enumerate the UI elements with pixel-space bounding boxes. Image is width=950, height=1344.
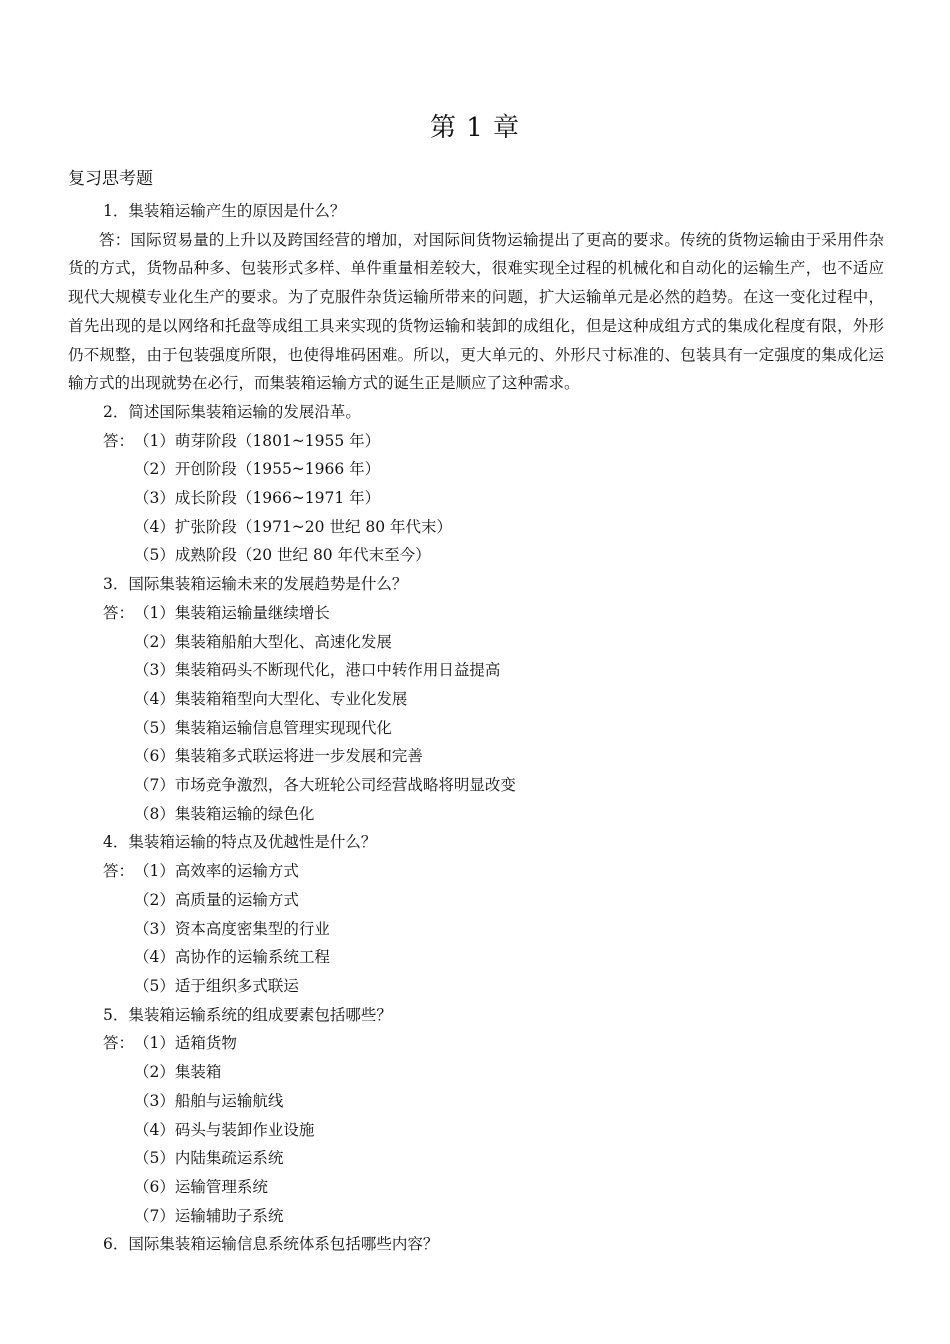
answer-5-item: （5）内陆集疏运系统 [134, 1149, 284, 1168]
answer-4-item: （2）高质量的运输方式 [134, 890, 299, 909]
answer-3-item: （6）集装箱多式联运将进一步发展和完善 [134, 747, 423, 766]
section-title: 复习思考题 [68, 169, 153, 189]
answer-5-item: （6）运输管理系统 [134, 1177, 268, 1196]
answer-prefix: 答： [103, 862, 135, 881]
answer-2-item: （2）开创阶段（1955~1966 年） [134, 460, 381, 479]
answer-5-item: （4）码头与装卸作业设施 [134, 1120, 315, 1139]
answer-prefix: 答： [103, 603, 135, 622]
answer-prefix: 答： [103, 431, 135, 450]
question-1: 1．集装箱运输产生的原因是什么？ [103, 202, 346, 220]
answer-3-item: （2）集装箱船舶大型化、高速化发展 [134, 632, 392, 651]
answer-1-paragraph: 答：国际贸易量的上升以及跨国经营的增加，对国际间货物运输提出了更高的要求。传统的货物运输由于采用件杂货的方式，货物品种多、包装形式多样、单件重量相差较大，很难实现全过程的机械化和自动化的运输生产，也不适应现代大规模专业化生产的要求。为了克服件杂货运输所带来的问题，扩大运输单元是必然的趋势。在这一变化过程中，首先出现的是以网络和托盘等成组工具来实现的货物运输和装卸的成组化，但是这种成组方式的集成化程度有限，外形仍不规整，由于包装强度所限，也使得堆码困难。所以，更大单元的、外形尺寸标准的、包装具有一定强度的集成化运输方式的出现就势在必行，而集装箱运输方式的诞生正是顺应了这种需求。 [68, 230, 884, 393]
answer-3-item: （8）集装箱运输的绿色化 [134, 804, 315, 823]
question-6: 6．国际集装箱运输信息系统体系包括哪些内容？ [103, 1235, 439, 1254]
answer-4-item: （5）适于组织多式联运 [134, 976, 299, 995]
answer-2-item: （3）成长阶段（1966~1971 年） [134, 489, 381, 508]
question-4: 4．集装箱运输的特点及优越性是什么？ [103, 833, 377, 852]
question-3: 3．国际集装箱运输未来的发展趋势是什么？ [103, 575, 408, 594]
answer-5-item: （7）运输辅助子系统 [134, 1206, 284, 1225]
document-body [68, 197, 884, 1259]
question-2: 2．简述国际集装箱运输的发展沿革。 [103, 402, 361, 421]
answer-4-item: （3）资本高度密集型的行业 [134, 919, 330, 938]
answer-4-item: 答：（1）高效率的运输方式 [68, 857, 884, 886]
answer-2-item: （5）成熟阶段（20 世纪 80 年代末至今） [134, 546, 431, 565]
answer-2-item: 答：（1）萌芽阶段（1801~1955 年） [68, 427, 884, 456]
answer-3-item: 答：（1）集装箱运输量继续增长 [68, 599, 884, 628]
chapter-title: 第 1 章 [429, 113, 521, 143]
answer-5-item: （3）船舶与运输航线 [134, 1091, 284, 1110]
answer-5-item: 答：（1）适箱货物 [68, 1029, 884, 1058]
answer-prefix: 答： [103, 1034, 135, 1053]
answer-3-item: （4）集装箱箱型向大型化、专业化发展 [134, 689, 408, 708]
answer-5-item: （2）集装箱 [134, 1063, 222, 1082]
answer-3-item: （5）集装箱运输信息管理实现现代化 [134, 718, 392, 737]
answer-4-item: （4）高协作的运输系统工程 [134, 948, 330, 967]
answer-3-item: （7）市场竞争激烈，各大班轮公司经营战略将明显改变 [134, 776, 516, 795]
answer-3-item: （3）集装箱码头不断现代化，港口中转作用日益提高 [134, 661, 501, 680]
answer-2-item: （4）扩张阶段（1971~20 世纪 80 年代末） [134, 517, 453, 536]
question-5: 5．集装箱运输系统的组成要素包括哪些？ [103, 1005, 392, 1024]
